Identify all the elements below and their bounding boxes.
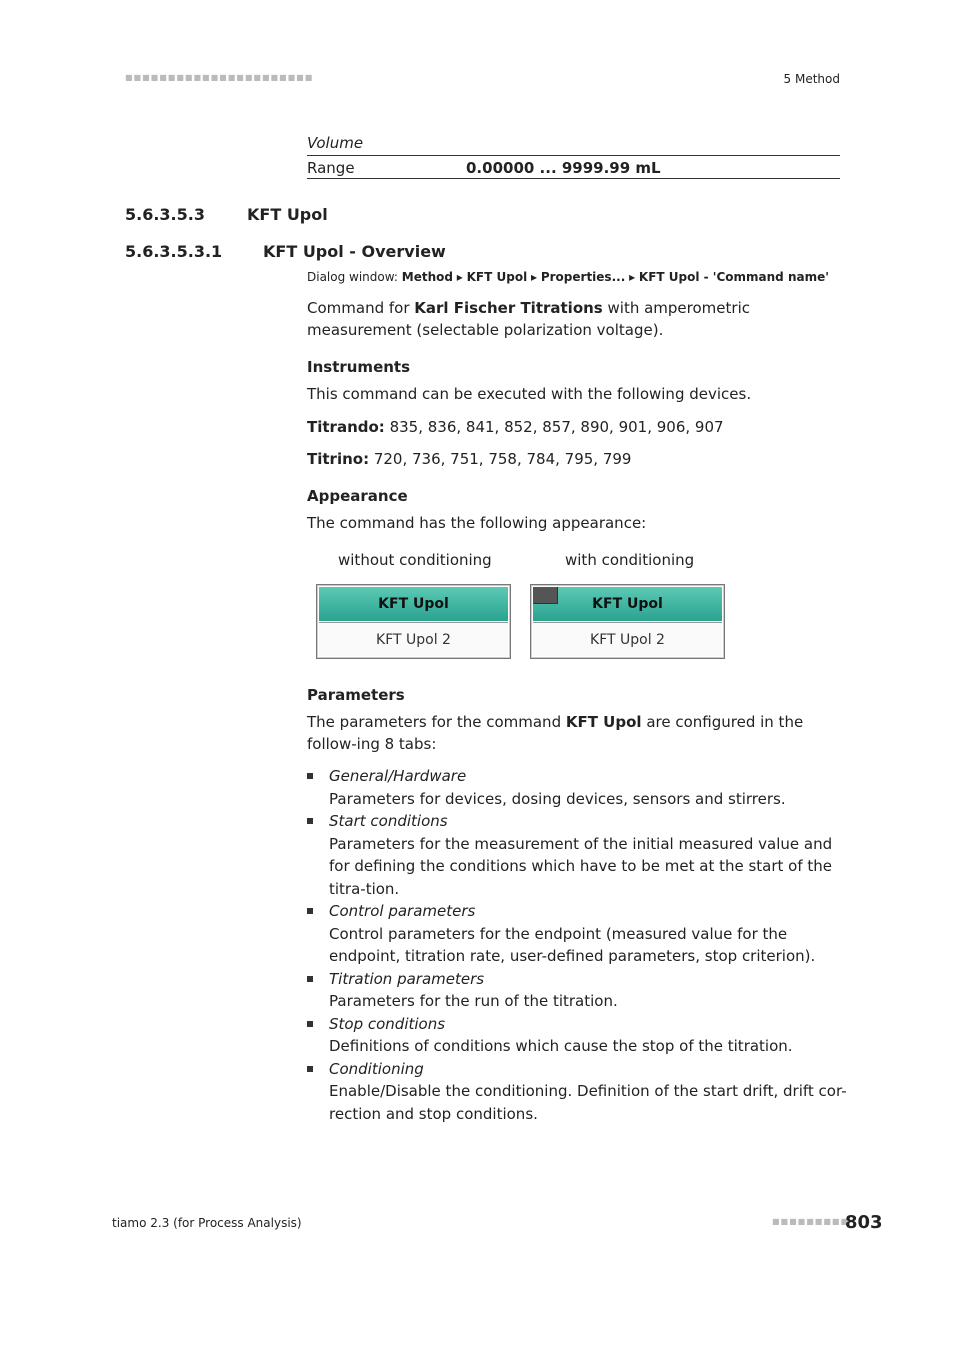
command-box-with-conditioning: [530, 584, 725, 659]
bullet-icon: [307, 1021, 313, 1027]
conditioning-indicator-icon: [533, 587, 558, 604]
path-separator: ▸: [527, 270, 541, 284]
list-item-desc: Control parameters for the endpoint (measured value for the endpoint, titration rate, user-defined parameters, stop criterion).: [329, 924, 816, 965]
volume-table-title: Volume: [307, 134, 364, 152]
list-item: [307, 900, 847, 968]
titrando-line: [307, 416, 840, 438]
command-box-without-conditioning: [316, 584, 511, 659]
range-value: 0.00000 ... 9999.99 mL: [466, 159, 661, 177]
list-item-title: Conditioning: [329, 1059, 424, 1078]
bullet-icon: [307, 1066, 313, 1072]
dialog-path-kft: KFT Upol: [466, 270, 528, 284]
titrando-value: 835, 836, 841, 852, 857, 890, 901, 906, 907: [384, 418, 724, 436]
bullet-icon: [307, 773, 313, 779]
list-item-title: Stop conditions: [329, 1014, 446, 1033]
parameters-heading: Parameters: [307, 686, 405, 704]
table-divider-top: [307, 155, 840, 156]
parameters-text: [307, 711, 840, 755]
list-item-desc: Definitions of conditions which cause the stop of the titration.: [329, 1037, 793, 1055]
dialog-path-method: Method: [401, 270, 453, 284]
dialog-path-properties: Properties...: [540, 270, 626, 284]
list-item-desc: Parameters for the run of the titration.: [329, 992, 618, 1010]
list-item: [307, 968, 847, 1013]
table-divider-bottom: [307, 178, 840, 179]
command-box-title: KFT Upol: [533, 587, 722, 621]
section-number: 5.6.3.5.3: [125, 205, 205, 224]
titrando-label: Titrando:: [307, 418, 385, 436]
footer-product: tiamo 2.3 (for Process Analysis): [112, 1216, 302, 1230]
instruments-heading: Instruments: [307, 358, 411, 376]
footer-decoration: ■■■■■■■■■: [772, 1217, 850, 1226]
titrino-label: Titrino:: [307, 450, 370, 468]
dialog-path-command: KFT Upol - 'Command name': [638, 270, 829, 284]
caption-with-conditioning: with conditioning: [565, 551, 695, 569]
parameters-text-end: are configured in the follow-ing 8 tabs:: [307, 713, 804, 753]
list-item-desc: Enable/Disable the conditioning. Definition of the start drift, drift cor-rection and stop conditions.: [329, 1082, 847, 1123]
list-item-desc: Parameters for devices, dosing devices, sensors and stirrers.: [329, 789, 786, 808]
bullet-icon: [307, 908, 313, 914]
list-item-title: Control parameters: [329, 902, 476, 920]
list-item: [307, 810, 847, 900]
tabs-list: [307, 765, 847, 1125]
list-item-title: Start conditions: [329, 812, 448, 830]
path-separator: ▸: [625, 270, 639, 284]
dialog-path: [307, 270, 829, 284]
instruments-text: This command can be executed with the following devices.: [307, 385, 752, 403]
caption-without-conditioning: without conditioning: [338, 551, 492, 569]
parameters-bold: KFT Upol: [565, 713, 642, 731]
subsection-number: 5.6.3.5.3.1: [125, 242, 223, 261]
command-box-title: KFT Upol: [319, 587, 508, 621]
titrino-value: 720, 736, 751, 758, 784, 795, 799: [369, 450, 632, 468]
intro-text-end: with amperometric measurement (selectable polarization voltage).: [307, 299, 750, 339]
command-box-name: KFT Upol 2: [533, 622, 722, 656]
appearance-text: The command has the following appearance:: [307, 514, 647, 532]
chapter-label: 5 Method: [783, 72, 840, 86]
intro-paragraph: [307, 297, 840, 341]
parameters-text-start: The parameters for the command: [307, 713, 566, 731]
bullet-icon: [307, 976, 313, 982]
intro-text: Command for: [307, 299, 415, 317]
list-item: [307, 1013, 847, 1058]
page-number: 803: [845, 1212, 883, 1233]
path-separator: ▸: [452, 270, 467, 284]
titrino-line: [307, 448, 840, 470]
list-item-title: General/Hardware: [329, 767, 467, 785]
bullet-icon: [307, 818, 313, 824]
header-decoration: ■■■■■■■■■■■■■■■■■■■■■■: [125, 73, 314, 82]
list-item: [307, 765, 847, 810]
section-title: KFT Upol: [247, 205, 328, 224]
range-label: Range: [307, 159, 355, 177]
list-item-title: Titration parameters: [329, 969, 485, 988]
list-item: [307, 1058, 847, 1126]
appearance-heading: Appearance: [307, 487, 408, 505]
dialog-prefix: Dialog window:: [307, 270, 402, 284]
subsection-title: KFT Upol - Overview: [263, 242, 446, 261]
list-item-desc: Parameters for the measurement of the initial measured value and for defining the conditions which have to be met at the start of the titra-tion.: [329, 834, 833, 898]
command-box-name: KFT Upol 2: [319, 622, 508, 656]
intro-bold: Karl Fischer Titrations: [414, 299, 603, 317]
